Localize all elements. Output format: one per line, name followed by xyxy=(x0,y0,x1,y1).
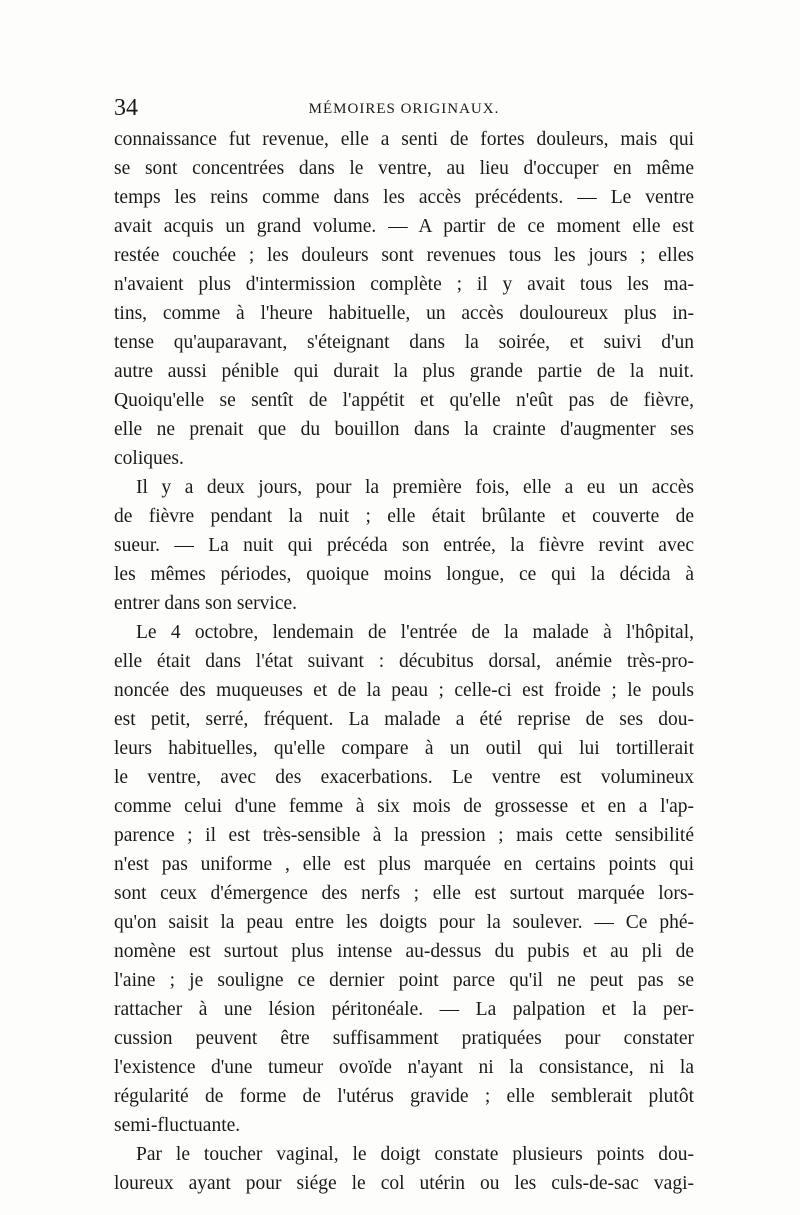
text-line: Par le toucher vaginal, le doigt constate plusieurs points dou- xyxy=(136,1144,694,1165)
text-line: les mêmes périodes, quoique moins longue, ce qui la décida à xyxy=(114,564,694,585)
text-line: Le 4 octobre, lendemain de l'entrée de la malade à l'hôpital, xyxy=(136,622,694,643)
text-line: est petit, serré, fréquent. La malade a été reprise de ses dou- xyxy=(114,709,694,730)
text-line: n'est pas uniforme , elle est plus marquée en certains points qui xyxy=(114,854,694,875)
text-line: coliques. xyxy=(114,448,184,469)
text-line: rattacher à une lésion péritonéale. — La palpation et la per- xyxy=(114,999,694,1020)
text-line: se sont concentrées dans le ventre, au lieu d'occuper en même xyxy=(114,158,694,179)
text-line: loureux ayant pour siége le col utérin ou les culs-de-sac vagi- xyxy=(114,1173,694,1194)
text-line: entrer dans son service. xyxy=(114,593,298,614)
text-line: régularité de forme de l'utérus gravide ; elle semblerait plutôt xyxy=(114,1086,694,1107)
text-line: l'existence d'une tumeur ovoïde n'ayant ni la consistance, ni la xyxy=(114,1057,694,1078)
text-line: Quoiqu'elle se sentît de l'appétit et qu'elle n'eût pas de fièvre, xyxy=(114,390,694,411)
text-line: elle ne prenait que du bouillon dans la crainte d'augmenter ses xyxy=(114,419,694,440)
text-line: comme celui d'une femme à six mois de grossesse et en a l'ap- xyxy=(114,796,694,817)
text-line: Il y a deux jours, pour la première fois, elle a eu un accès xyxy=(136,477,694,498)
text-line: leurs habituelles, qu'elle compare à un outil qui lui tortillerait xyxy=(114,738,694,759)
body-text xyxy=(114,125,694,1198)
text-line: nomène est surtout plus intense au-dessus du pubis et au pli de xyxy=(114,941,694,962)
text-line: sont ceux d'émergence des nerfs ; elle est surtout marquée lors- xyxy=(114,883,694,904)
text-line: n'avaient plus d'intermission complète ; il y avait tous les ma- xyxy=(114,274,694,295)
text-line: tins, comme à l'heure habituelle, un accès douloureux plus in- xyxy=(114,303,694,324)
text-line: semi-fluctuante. xyxy=(114,1115,241,1136)
text-line: connaissance fut revenue, elle a senti de fortes douleurs, mais qui xyxy=(114,129,694,150)
text-line: l'aine ; je souligne ce dernier point parce qu'il ne peut pas se xyxy=(114,970,694,991)
text-line: elle était dans l'état suivant : décubitus dorsal, anémie très-pro- xyxy=(114,651,694,672)
text-line: noncée des muqueuses et de la peau ; celle-ci est froide ; le pouls xyxy=(114,680,694,701)
running-title: MÉMOIRES ORIGINAUX. xyxy=(308,101,500,117)
text-line: le ventre, avec des exacerbations. Le ventre est volumineux xyxy=(114,767,694,788)
text-line: autre aussi pénible qui durait la plus grande partie de la nuit. xyxy=(114,361,694,382)
page-header xyxy=(114,94,694,122)
text-line: sueur. — La nuit qui précéda son entrée, la fièvre revint avec xyxy=(114,535,694,556)
text-line: temps les reins comme dans les accès précédents. — Le ventre xyxy=(114,187,694,208)
text-line: avait acquis un grand volume. — A partir de ce moment elle est xyxy=(114,216,694,237)
text-line: cussion peuvent être suffisamment pratiquées pour constater xyxy=(114,1028,694,1049)
text-line: tense qu'auparavant, s'éteignant dans la soirée, et suivi d'un xyxy=(114,332,694,353)
text-line: qu'on saisit la peau entre les doigts pour la soulever. — Ce phé- xyxy=(114,912,694,933)
text-line: restée couchée ; les douleurs sont revenues tous les jours ; elles xyxy=(114,245,694,266)
page-number: 34 xyxy=(114,95,138,121)
text-line: de fièvre pendant la nuit ; elle était brûlante et couverte de xyxy=(114,506,694,527)
text-line: parence ; il est très-sensible à la pression ; mais cette sensibilité xyxy=(114,825,694,846)
